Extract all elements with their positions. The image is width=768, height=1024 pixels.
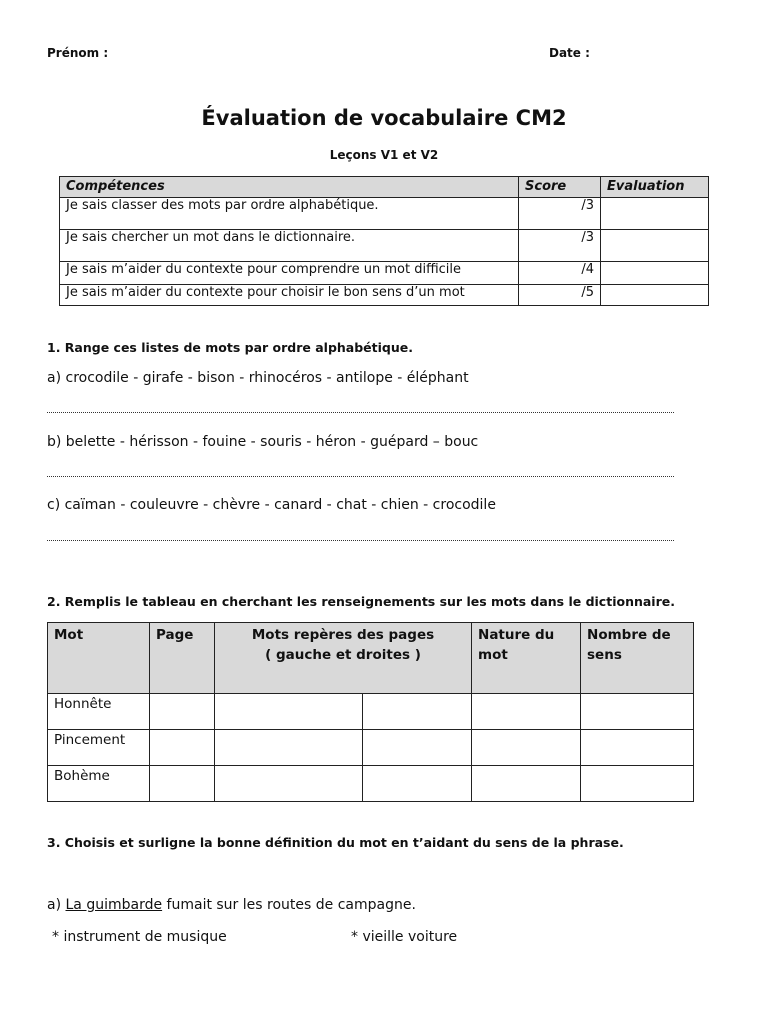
question-1-title: 1. Range ces listes de mots par ordre alphabétique. [47,340,413,355]
table-row [48,766,694,802]
word-cell: Bohème [48,766,150,802]
header-page: Page [150,623,215,694]
table-row [60,230,709,262]
page-subtitle: Leçons V1 et V2 [329,148,439,162]
table-row [60,198,709,230]
header-nombre-sens-line2: sens [587,647,622,663]
header-score: Score [519,177,601,198]
repere-right-cell[interactable] [363,694,472,730]
header-nombre-sens-line1: Nombre de [587,627,671,643]
page-cell[interactable] [150,694,215,730]
header-nature-line2: mot [478,647,508,663]
competence-score: /4 [519,262,601,285]
competence-evaluation[interactable] [601,285,709,306]
question-1a-words: a) crocodile - girafe - bison - rhinocéros - antilope - éléphant [47,370,469,386]
answer-line-1c[interactable] [47,540,674,541]
competence-score: /3 [519,198,601,230]
header-nature [472,623,581,694]
nature-cell[interactable] [472,694,581,730]
page-cell[interactable] [150,730,215,766]
prenom-label: Prénom : [47,46,109,60]
date-label: Date : [549,46,590,60]
repere-right-cell[interactable] [363,730,472,766]
word-cell: Honnête [48,694,150,730]
header-mot: Mot [48,623,150,694]
table-row [60,262,709,285]
repere-left-cell[interactable] [215,730,363,766]
competence-score: /5 [519,285,601,306]
header-nombre-sens [581,623,694,694]
question-2-title: 2. Remplis le tableau en cherchant les renseignements sur les mots dans le dictionnaire. [47,594,675,609]
repere-left-cell[interactable] [215,694,363,730]
repere-left-cell[interactable] [215,766,363,802]
header-mots-reperes [215,623,472,694]
repere-right-cell[interactable] [363,766,472,802]
page-title: Évaluation de vocabulaire CM2 [201,106,567,130]
nature-cell[interactable] [472,730,581,766]
nature-cell[interactable] [472,766,581,802]
table-row [48,694,694,730]
competence-evaluation[interactable] [601,262,709,285]
definition-option-1[interactable]: * instrument de musique [52,929,227,945]
table-header-row [48,623,694,694]
dictionary-table [47,622,694,802]
header-competences: Compétences [60,177,519,198]
question-3-title: 3. Choisis et surligne la bonne définition du mot en t’aidant du sens de la phrase. [47,835,624,850]
competence-evaluation[interactable] [601,230,709,262]
sens-cell[interactable] [581,694,694,730]
question-3a-rest: fumait sur les routes de campagne. [162,897,416,913]
competence-evaluation[interactable] [601,198,709,230]
question-1b-words: b) belette - hérisson - fouine - souris - héron - guépard – bouc [47,434,479,450]
word-cell: Pincement [48,730,150,766]
competence-score: /3 [519,230,601,262]
table-header-row [60,177,709,198]
answer-line-1b[interactable] [47,476,674,477]
competence-text: Je sais m’aider du contexte pour choisir le bon sens d’un mot [60,285,519,306]
page-cell[interactable] [150,766,215,802]
question-1c-words: c) caïman - couleuvre - chèvre - canard - chat - chien - crocodile [47,497,496,513]
header-nature-line1: Nature du [478,627,555,643]
competence-text: Je sais chercher un mot dans le dictionnaire. [60,230,519,262]
sens-cell[interactable] [581,730,694,766]
header-mots-reperes-line1: Mots repères des pages [251,627,435,643]
header-evaluation: Evaluation [601,177,709,198]
definition-option-2[interactable]: * vieille voiture [351,929,458,945]
header-mots-reperes-line2: ( gauche et droites ) [265,647,421,663]
sens-cell[interactable] [581,766,694,802]
competence-text: Je sais m’aider du contexte pour comprendre un mot difficile [60,262,519,285]
competences-table [59,176,709,306]
table-row [48,730,694,766]
table-row [60,285,709,306]
question-3a-word: La guimbarde [65,897,163,913]
question-3a-sentence [47,897,416,913]
answer-line-1a[interactable] [47,412,674,413]
competence-text: Je sais classer des mots par ordre alphabétique. [60,198,519,230]
question-3a-prefix: a) [47,897,66,913]
